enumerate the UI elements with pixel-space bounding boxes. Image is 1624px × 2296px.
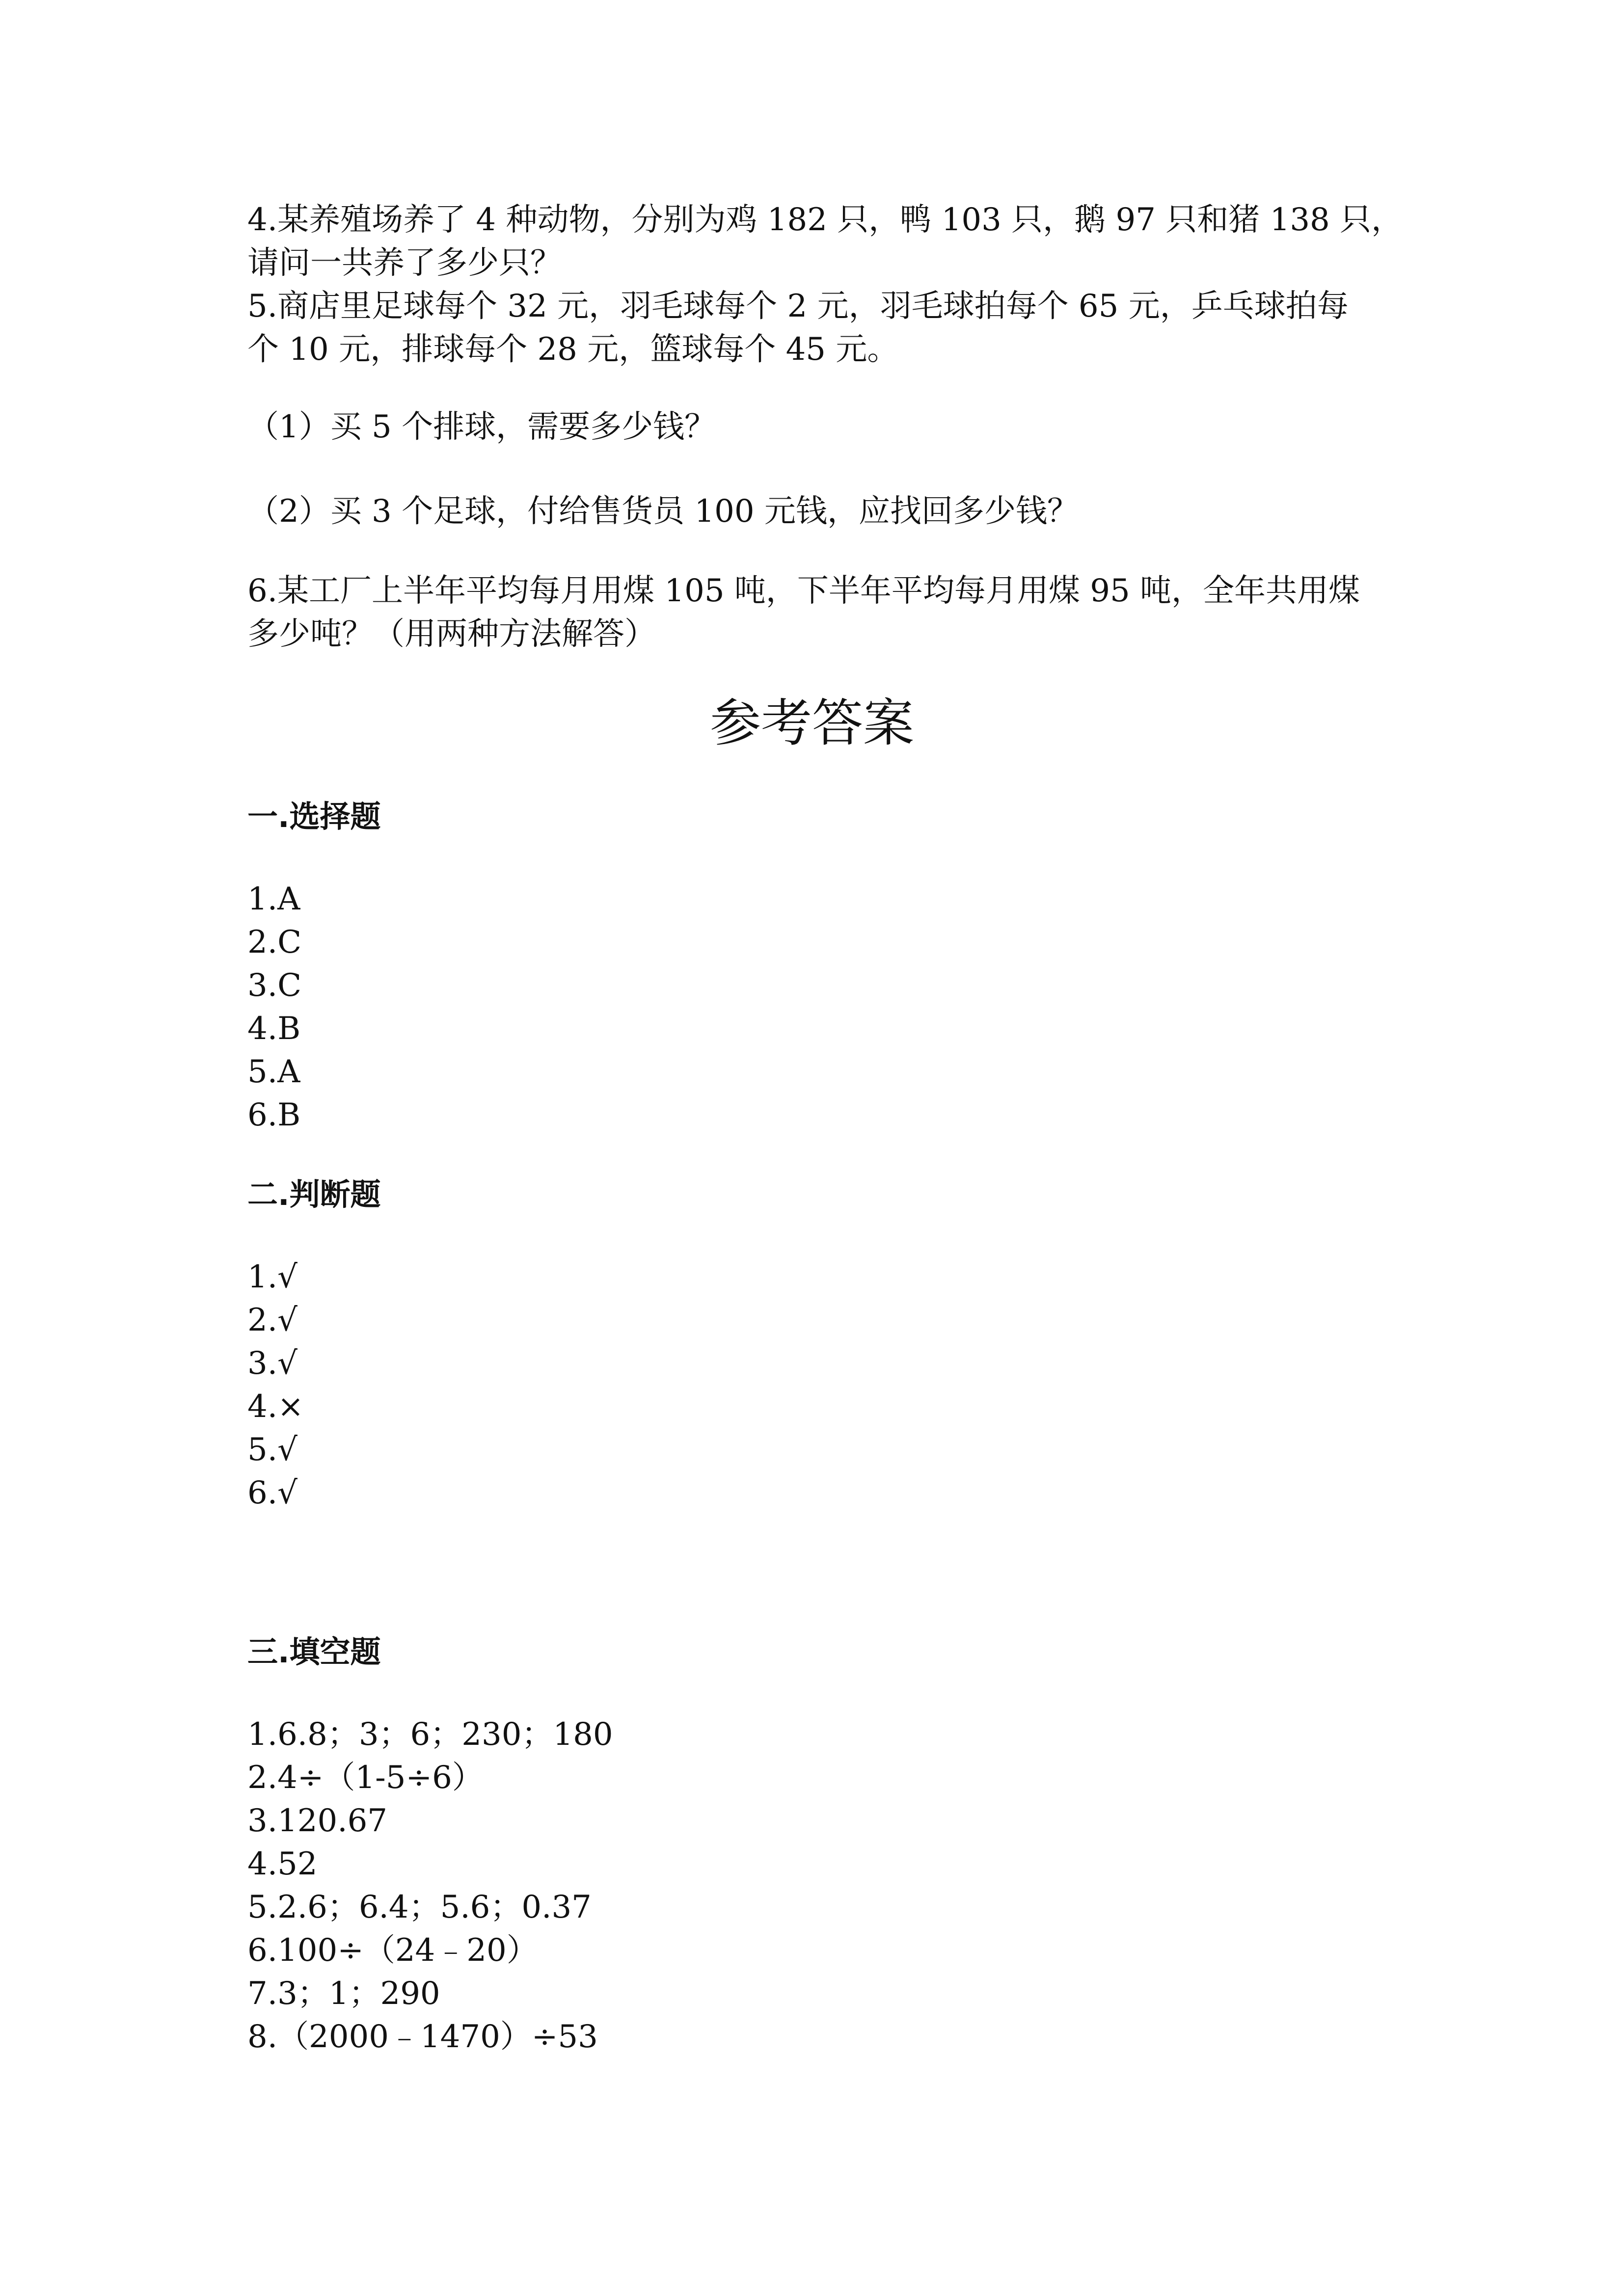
answer-item: 7.3；1；290 bbox=[247, 1976, 440, 2012]
problem-4-line-1: 4.某养殖场养了 4 种动物，分别为鸡 182 只，鸭 103 只，鹅 97 只和猪 138 只， bbox=[247, 202, 1403, 238]
answer-item: 6.√ bbox=[247, 1475, 298, 1511]
answer-item: 8.（2000﹣1470）÷53 bbox=[247, 2019, 598, 2055]
answer-item: 4.B bbox=[247, 1011, 301, 1047]
problem-4-line-2: 请问一共养了多少只？ bbox=[247, 245, 562, 281]
answer-item: 4.× bbox=[247, 1388, 304, 1425]
section-heading-fill-in-blank: 三.填空题 bbox=[247, 1634, 381, 1670]
answer-item: 3.√ bbox=[247, 1345, 298, 1382]
problem-5-subquestion-2: （2）买 3 个足球，付给售货员 100 元钱，应找回多少钱？ bbox=[247, 493, 1079, 530]
problem-5-line-1: 5.商店里足球每个 32 元，羽毛球每个 2 元，羽毛球拍每个 65 元，乒乓球拍每 bbox=[247, 288, 1349, 324]
answer-item: 5.A bbox=[247, 1054, 300, 1090]
answer-item: 1.√ bbox=[247, 1259, 298, 1295]
answer-item: 3.C bbox=[247, 967, 302, 1004]
section-heading-true-false: 二.判断题 bbox=[247, 1176, 381, 1212]
answer-key-title: 参考答案 bbox=[709, 693, 914, 753]
answer-item: 6.B bbox=[247, 1097, 301, 1133]
section-heading-multiple-choice: 一.选择题 bbox=[247, 799, 381, 834]
answer-item: 5.√ bbox=[247, 1432, 298, 1468]
answer-item: 2.4÷（1-5÷6） bbox=[247, 1760, 484, 1796]
answer-item: 3.120.67 bbox=[247, 1803, 387, 1839]
answer-item: 2.√ bbox=[247, 1302, 298, 1338]
answer-item: 1.A bbox=[247, 881, 300, 917]
problem-5-line-2: 个 10 元，排球每个 28 元，篮球每个 45 元。 bbox=[247, 331, 899, 368]
answer-item: 6.100÷（24﹣20） bbox=[247, 1932, 538, 1969]
problem-6-line-1: 6.某工厂上半年平均每月用煤 105 吨，下半年平均每月用煤 95 吨，全年共用煤 bbox=[247, 573, 1360, 609]
answer-item: 2.C bbox=[247, 924, 302, 961]
problem-5-subquestion-1: （1）买 5 个排球，需要多少钱？ bbox=[247, 409, 716, 445]
problem-6-line-2: 多少吨？（用两种方法解答） bbox=[247, 616, 656, 652]
answer-item: 1.6.8；3；6；230；180 bbox=[247, 1716, 613, 1753]
answer-item: 4.52 bbox=[247, 1846, 318, 1882]
answer-item: 5.2.6；6.4；5.6；0.37 bbox=[247, 1889, 592, 1925]
